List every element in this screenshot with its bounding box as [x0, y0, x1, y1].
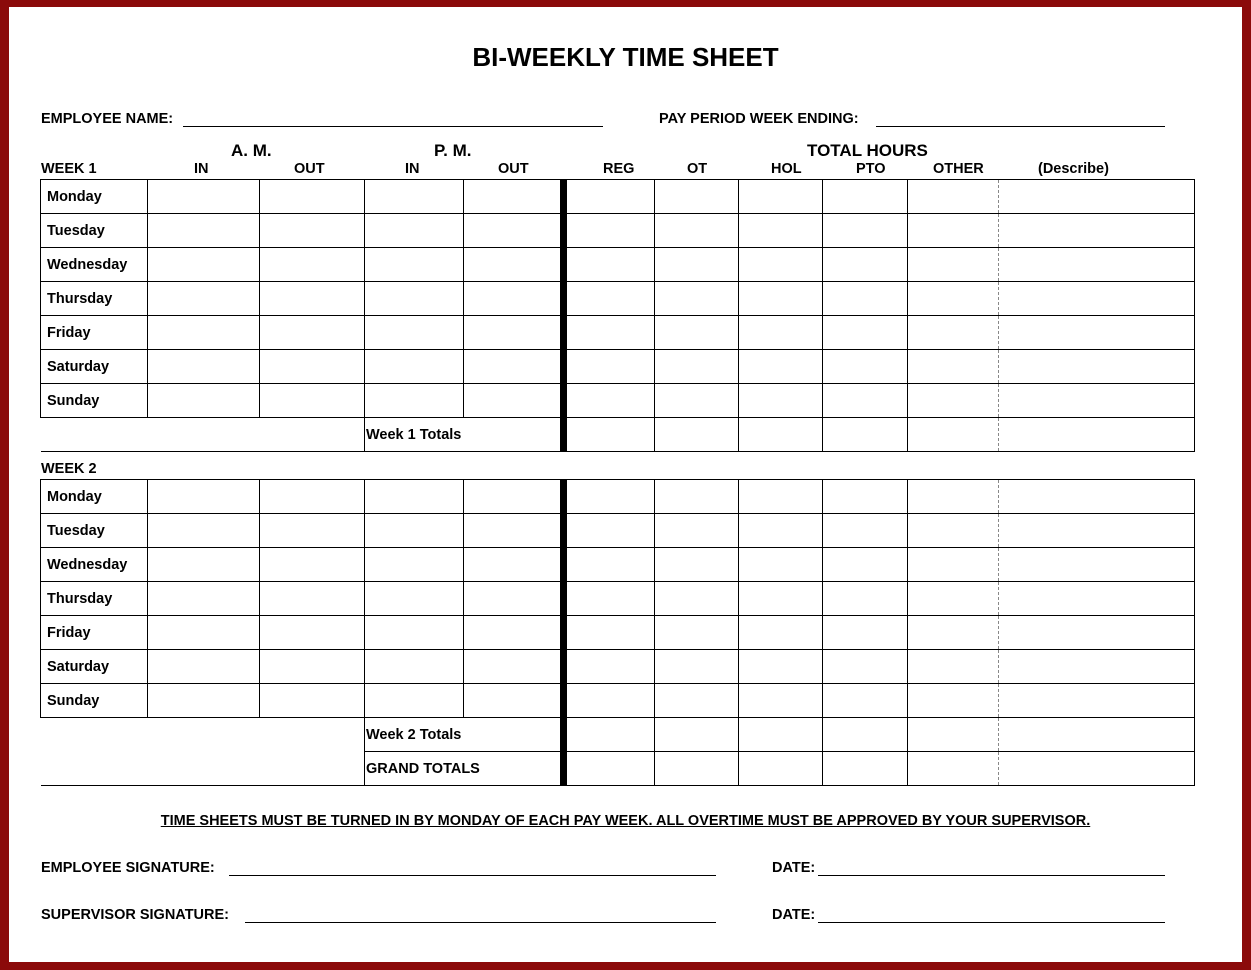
table-row	[41, 248, 1195, 282]
grand-totals-label: GRAND TOTALS	[365, 752, 564, 786]
pm-in-cell[interactable]	[365, 616, 464, 650]
am-out-cell[interactable]	[260, 684, 365, 718]
pm-out-cell[interactable]	[464, 616, 564, 650]
describe-cell[interactable]	[999, 616, 1195, 650]
reg-cell[interactable]	[564, 282, 655, 316]
describe-cell[interactable]	[999, 214, 1195, 248]
submission-notice: TIME SHEETS MUST BE TURNED IN BY MONDAY OF EACH PAY WEEK. ALL OVERTIME MUST BE APPROVED BY YOUR SUPERVISOR.	[160, 813, 1091, 829]
am-in-cell[interactable]	[148, 616, 260, 650]
supervisor-signature-field[interactable]	[245, 922, 716, 923]
am-group-header: A. M.	[231, 141, 272, 160]
ot-cell[interactable]	[655, 350, 739, 384]
reg-cell[interactable]	[564, 548, 655, 582]
ot-cell[interactable]	[655, 316, 739, 350]
describe-cell[interactable]	[999, 282, 1195, 316]
reg-cell[interactable]	[564, 384, 655, 418]
pto-cell[interactable]	[823, 684, 908, 718]
am-in-cell[interactable]	[148, 384, 260, 418]
reg-cell[interactable]	[564, 514, 655, 548]
hol-cell[interactable]	[739, 316, 823, 350]
reg-cell[interactable]	[564, 684, 655, 718]
reg-cell[interactable]	[564, 180, 655, 214]
other-cell[interactable]	[908, 650, 999, 684]
pm-in-cell[interactable]	[365, 316, 464, 350]
reg-cell[interactable]	[564, 616, 655, 650]
supervisor-signature-label: SUPERVISOR SIGNATURE:	[41, 907, 229, 923]
am-in-cell[interactable]	[148, 316, 260, 350]
pm-in-cell[interactable]	[365, 582, 464, 616]
pm-out-cell[interactable]	[464, 180, 564, 214]
am-out-cell[interactable]	[260, 180, 365, 214]
reg-cell[interactable]	[564, 650, 655, 684]
am-out-header: OUT	[294, 161, 325, 177]
day-label: Thursday	[41, 282, 148, 316]
ot-grand-cell[interactable]	[655, 752, 739, 786]
am-in-cell[interactable]	[148, 282, 260, 316]
other-total-cell[interactable]	[908, 418, 999, 452]
pm-in-cell[interactable]	[365, 514, 464, 548]
ot-header: OT	[687, 161, 708, 177]
pm-group-header: P. M.	[434, 141, 472, 160]
pay-period-field[interactable]	[876, 126, 1165, 127]
hol-cell[interactable]	[739, 548, 823, 582]
week2-table	[40, 479, 1195, 786]
hol-cell[interactable]	[739, 384, 823, 418]
other-cell[interactable]	[908, 616, 999, 650]
am-out-cell[interactable]	[260, 548, 365, 582]
table-row	[41, 350, 1195, 384]
employee-name-field[interactable]	[183, 126, 603, 127]
hol-total-cell[interactable]	[739, 718, 823, 752]
am-in-cell[interactable]	[148, 180, 260, 214]
pto-cell[interactable]	[823, 616, 908, 650]
am-in-cell[interactable]	[148, 548, 260, 582]
describe-total-cell[interactable]	[999, 718, 1195, 752]
pm-out-cell[interactable]	[464, 514, 564, 548]
employee-name-label: EMPLOYEE NAME:	[41, 111, 174, 127]
pm-in-cell[interactable]	[365, 480, 464, 514]
describe-cell[interactable]	[999, 684, 1195, 718]
pm-out-cell[interactable]	[464, 350, 564, 384]
pm-out-cell[interactable]	[464, 684, 564, 718]
table-row	[41, 514, 1195, 548]
table-row	[41, 650, 1195, 684]
am-out-cell[interactable]	[260, 514, 365, 548]
other-cell[interactable]	[908, 316, 999, 350]
day-label: Saturday	[41, 650, 148, 684]
other-cell[interactable]	[908, 514, 999, 548]
other-cell[interactable]	[908, 684, 999, 718]
am-out-cell[interactable]	[260, 480, 365, 514]
hol-cell[interactable]	[739, 650, 823, 684]
day-label: Saturday	[41, 350, 148, 384]
hol-cell[interactable]	[739, 582, 823, 616]
week2-totals-label: Week 2 Totals	[365, 718, 564, 752]
pm-in-cell[interactable]	[365, 548, 464, 582]
page-title: BI-WEEKLY TIME SHEET	[472, 42, 779, 72]
am-out-cell[interactable]	[260, 650, 365, 684]
pto-total-cell[interactable]	[823, 718, 908, 752]
day-label: Friday	[41, 316, 148, 350]
day-label: Monday	[41, 180, 148, 214]
day-label: Wednesday	[41, 548, 148, 582]
ot-cell[interactable]	[655, 684, 739, 718]
employee-signature-label: EMPLOYEE SIGNATURE:	[41, 860, 215, 876]
ot-cell[interactable]	[655, 548, 739, 582]
pay-period-label: PAY PERIOD WEEK ENDING:	[659, 111, 859, 127]
day-label: Sunday	[41, 384, 148, 418]
am-in-cell[interactable]	[148, 684, 260, 718]
hol-cell[interactable]	[739, 248, 823, 282]
describe-total-cell[interactable]	[999, 418, 1195, 452]
pto-cell[interactable]	[823, 582, 908, 616]
pm-out-cell[interactable]	[464, 548, 564, 582]
pto-cell[interactable]	[823, 514, 908, 548]
table-row	[41, 384, 1195, 418]
pm-in-cell[interactable]	[365, 384, 464, 418]
describe-header: (Describe)	[1038, 161, 1109, 177]
other-cell[interactable]	[908, 480, 999, 514]
pm-out-cell[interactable]	[464, 480, 564, 514]
table-row	[41, 214, 1195, 248]
week1-totals-row	[41, 418, 1195, 452]
table-row	[41, 282, 1195, 316]
pto-cell[interactable]	[823, 316, 908, 350]
hol-cell[interactable]	[739, 282, 823, 316]
pto-cell[interactable]	[823, 480, 908, 514]
reg-header: REG	[603, 161, 635, 177]
week1-label: WEEK 1	[41, 161, 97, 177]
day-label: Monday	[41, 480, 148, 514]
table-row	[41, 180, 1195, 214]
pm-in-header: IN	[405, 161, 420, 177]
pm-in-cell[interactable]	[365, 282, 464, 316]
reg-cell[interactable]	[564, 582, 655, 616]
describe-cell[interactable]	[999, 548, 1195, 582]
other-total-cell[interactable]	[908, 718, 999, 752]
ot-cell[interactable]	[655, 248, 739, 282]
table-row	[41, 480, 1195, 514]
am-out-cell[interactable]	[260, 316, 365, 350]
am-out-cell[interactable]	[260, 616, 365, 650]
day-label: Wednesday	[41, 248, 148, 282]
other-cell[interactable]	[908, 282, 999, 316]
describe-cell[interactable]	[999, 248, 1195, 282]
describe-cell[interactable]	[999, 480, 1195, 514]
am-out-cell[interactable]	[260, 582, 365, 616]
supervisor-date-field[interactable]	[818, 922, 1165, 923]
ot-total-cell[interactable]	[655, 718, 739, 752]
pm-in-cell[interactable]	[365, 214, 464, 248]
am-in-cell[interactable]	[148, 514, 260, 548]
am-out-cell[interactable]	[260, 350, 365, 384]
pm-out-cell[interactable]	[464, 282, 564, 316]
employee-date-field[interactable]	[818, 875, 1165, 876]
hol-grand-cell[interactable]	[739, 752, 823, 786]
reg-cell[interactable]	[564, 214, 655, 248]
day-label: Thursday	[41, 582, 148, 616]
reg-cell[interactable]	[564, 248, 655, 282]
hol-cell[interactable]	[739, 180, 823, 214]
week2-label: WEEK 2	[41, 461, 97, 477]
reg-total-cell[interactable]	[564, 418, 655, 452]
pto-cell[interactable]	[823, 180, 908, 214]
describe-cell[interactable]	[999, 350, 1195, 384]
reg-total-cell[interactable]	[564, 718, 655, 752]
other-cell[interactable]	[908, 180, 999, 214]
pm-out-cell[interactable]	[464, 214, 564, 248]
supervisor-date-label: DATE:	[772, 907, 816, 923]
hol-cell[interactable]	[739, 480, 823, 514]
ot-cell[interactable]	[655, 514, 739, 548]
pto-cell[interactable]	[823, 282, 908, 316]
pm-out-cell[interactable]	[464, 582, 564, 616]
pm-out-cell[interactable]	[464, 650, 564, 684]
ot-cell[interactable]	[655, 582, 739, 616]
table-row	[41, 616, 1195, 650]
other-cell[interactable]	[908, 384, 999, 418]
describe-cell[interactable]	[999, 650, 1195, 684]
other-cell[interactable]	[908, 350, 999, 384]
pm-out-cell[interactable]	[464, 248, 564, 282]
describe-grand-cell[interactable]	[999, 752, 1195, 786]
am-out-cell[interactable]	[260, 384, 365, 418]
am-in-header: IN	[194, 161, 209, 177]
pm-in-cell[interactable]	[365, 684, 464, 718]
other-header: OTHER	[933, 161, 984, 177]
pto-cell[interactable]	[823, 248, 908, 282]
table-row	[41, 684, 1195, 718]
other-cell[interactable]	[908, 582, 999, 616]
pm-in-cell[interactable]	[365, 180, 464, 214]
am-in-cell[interactable]	[148, 248, 260, 282]
other-grand-cell[interactable]	[908, 752, 999, 786]
pto-cell[interactable]	[823, 650, 908, 684]
ot-cell[interactable]	[655, 180, 739, 214]
total-hours-group-header: TOTAL HOURS	[807, 141, 928, 160]
week1-totals-label: Week 1 Totals	[365, 418, 564, 452]
employee-date-label: DATE:	[772, 860, 816, 876]
ot-cell[interactable]	[655, 214, 739, 248]
ot-total-cell[interactable]	[655, 418, 739, 452]
day-label: Friday	[41, 616, 148, 650]
pm-out-cell[interactable]	[464, 384, 564, 418]
ot-cell[interactable]	[655, 282, 739, 316]
pm-out-cell[interactable]	[464, 316, 564, 350]
blank-cell	[41, 718, 365, 786]
other-cell[interactable]	[908, 214, 999, 248]
describe-cell[interactable]	[999, 384, 1195, 418]
day-label: Tuesday	[41, 214, 148, 248]
pm-in-cell[interactable]	[365, 650, 464, 684]
pm-in-cell[interactable]	[365, 248, 464, 282]
reg-cell[interactable]	[564, 480, 655, 514]
describe-cell[interactable]	[999, 514, 1195, 548]
am-in-cell[interactable]	[148, 350, 260, 384]
ot-cell[interactable]	[655, 480, 739, 514]
day-label: Tuesday	[41, 514, 148, 548]
am-in-cell[interactable]	[148, 480, 260, 514]
reg-grand-cell[interactable]	[564, 752, 655, 786]
ot-cell[interactable]	[655, 616, 739, 650]
am-out-cell[interactable]	[260, 214, 365, 248]
am-in-cell[interactable]	[148, 650, 260, 684]
am-in-cell[interactable]	[148, 214, 260, 248]
pto-cell[interactable]	[823, 548, 908, 582]
other-cell[interactable]	[908, 548, 999, 582]
week1-table	[40, 179, 1195, 452]
pto-grand-cell[interactable]	[823, 752, 908, 786]
blank-cell	[41, 418, 365, 452]
table-row	[41, 582, 1195, 616]
day-label: Sunday	[41, 684, 148, 718]
table-row	[41, 316, 1195, 350]
describe-cell[interactable]	[999, 180, 1195, 214]
hol-cell[interactable]	[739, 684, 823, 718]
other-cell[interactable]	[908, 248, 999, 282]
hol-header: HOL	[771, 161, 802, 177]
pto-total-cell[interactable]	[823, 418, 908, 452]
pm-out-header: OUT	[498, 161, 529, 177]
reg-cell[interactable]	[564, 350, 655, 384]
pto-cell[interactable]	[823, 384, 908, 418]
week2-totals-row	[41, 718, 1195, 752]
pto-header: PTO	[856, 161, 886, 177]
hol-cell[interactable]	[739, 616, 823, 650]
reg-cell[interactable]	[564, 316, 655, 350]
ot-cell[interactable]	[655, 384, 739, 418]
am-in-cell[interactable]	[148, 582, 260, 616]
am-out-cell[interactable]	[260, 248, 365, 282]
am-out-cell[interactable]	[260, 282, 365, 316]
hol-cell[interactable]	[739, 214, 823, 248]
hol-cell[interactable]	[739, 350, 823, 384]
hol-cell[interactable]	[739, 514, 823, 548]
describe-cell[interactable]	[999, 316, 1195, 350]
pto-cell[interactable]	[823, 214, 908, 248]
ot-cell[interactable]	[655, 650, 739, 684]
employee-signature-field[interactable]	[229, 875, 716, 876]
hol-total-cell[interactable]	[739, 418, 823, 452]
pm-in-cell[interactable]	[365, 350, 464, 384]
pto-cell[interactable]	[823, 350, 908, 384]
table-row	[41, 548, 1195, 582]
describe-cell[interactable]	[999, 582, 1195, 616]
